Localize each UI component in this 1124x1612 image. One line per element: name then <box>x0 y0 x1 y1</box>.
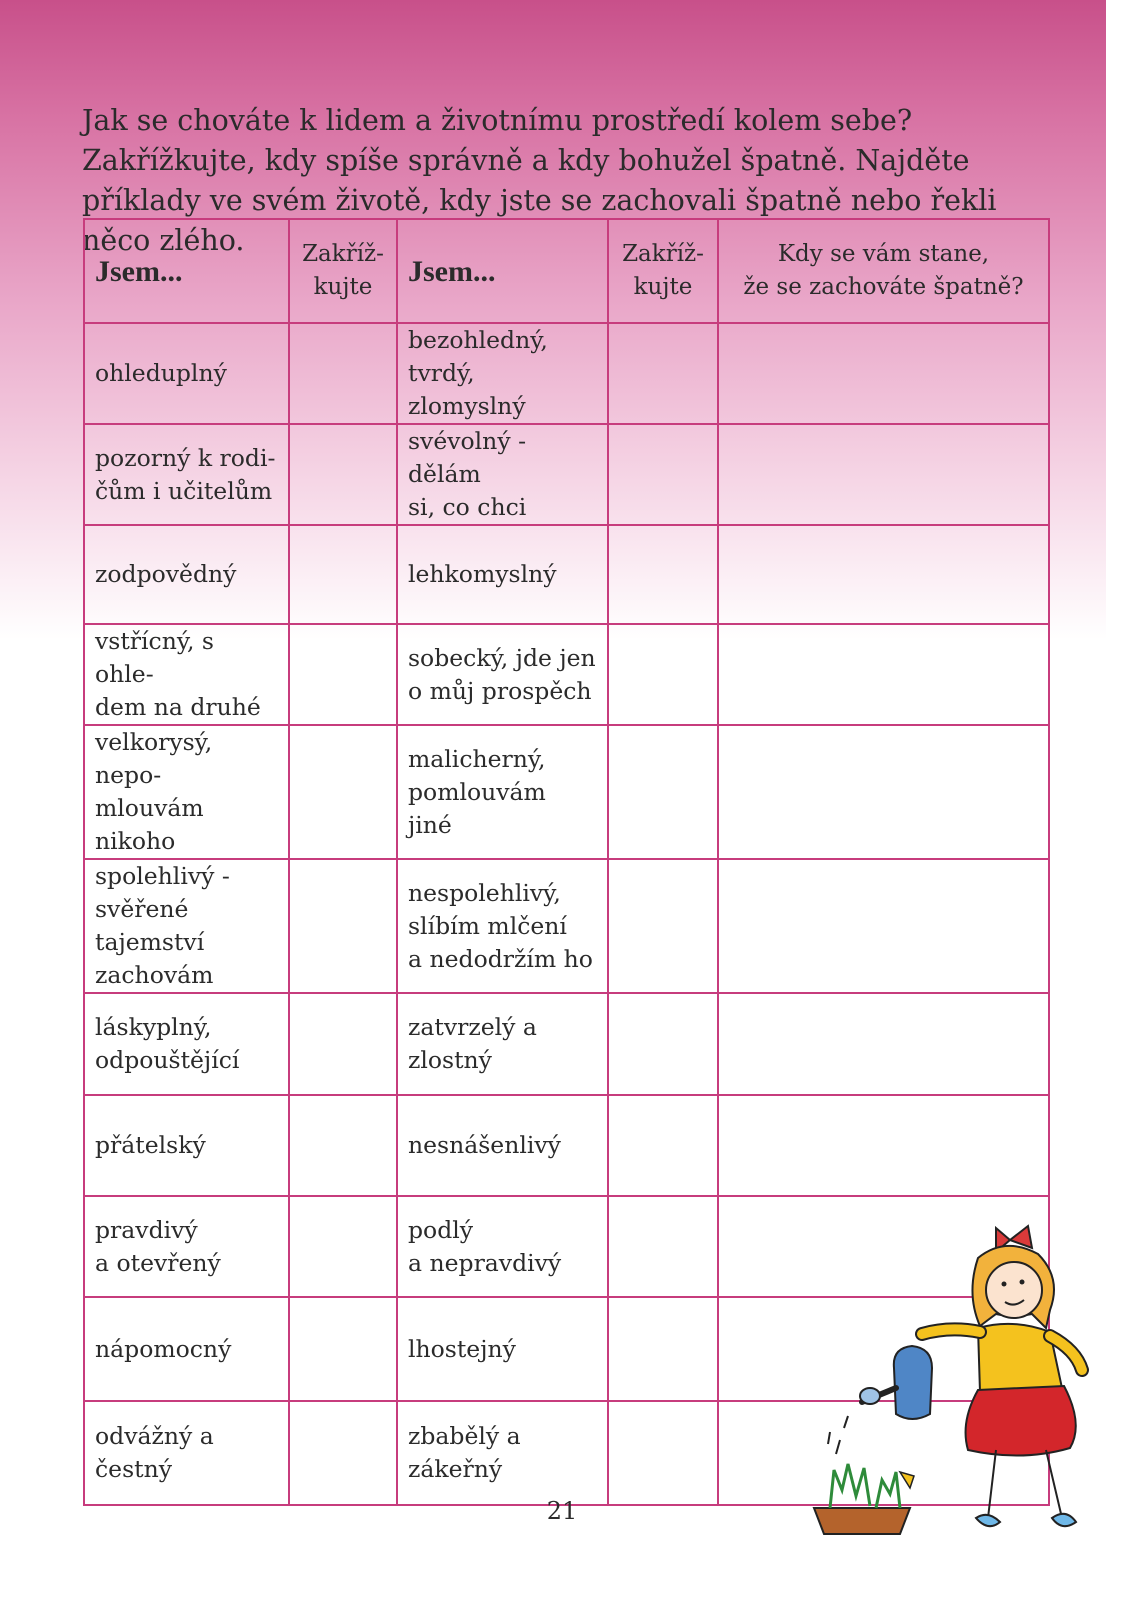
header-good: Jsem... <box>84 219 289 323</box>
bad-trait-cell: nespolehlivý, slíbím mlčení a nedodržím ho <box>397 859 608 993</box>
good-trait-cell: spolehlivý - svěřené tajemství zachovám <box>84 859 289 993</box>
table-header-row <box>84 219 1049 323</box>
bad-trait-cell: bezohledný, tvrdý, zlomyslný <box>397 323 608 424</box>
mark-bad-checkbox-cell[interactable] <box>608 424 718 525</box>
mark-bad-checkbox-cell[interactable] <box>608 859 718 993</box>
header-when <box>718 219 1049 323</box>
header-mark-good-label: Zakříž- kujte <box>302 241 384 300</box>
header-when-label: Kdy se vám stane, že se zachováte špatně? <box>743 241 1024 300</box>
header-mark-good <box>289 219 397 323</box>
bad-trait-cell: lhostejný <box>397 1297 608 1401</box>
mark-bad-checkbox-cell[interactable] <box>608 1297 718 1401</box>
bad-trait-cell: zbabělý a zákeřný <box>397 1401 608 1505</box>
table-row <box>84 525 1049 624</box>
good-trait-cell: pravdivý a otevřený <box>84 1196 289 1297</box>
when-answer-cell[interactable] <box>718 725 1049 859</box>
header-bad: Jsem... <box>397 219 608 323</box>
mark-good-checkbox-cell[interactable] <box>289 1196 397 1297</box>
mark-bad-checkbox-cell[interactable] <box>608 1196 718 1297</box>
bad-trait-cell: nesnášenlivý <box>397 1095 608 1196</box>
good-trait-cell: zodpovědný <box>84 525 289 624</box>
table-row <box>84 859 1049 993</box>
good-trait-cell: odvážný a čestný <box>84 1401 289 1505</box>
when-answer-cell[interactable] <box>718 1095 1049 1196</box>
when-answer-cell[interactable] <box>718 859 1049 993</box>
table-row <box>84 993 1049 1095</box>
bad-trait-cell: malicherný, pomlouvám jiné <box>397 725 608 859</box>
when-answer-cell[interactable] <box>718 525 1049 624</box>
table-row <box>84 424 1049 525</box>
header-mark-bad <box>608 219 718 323</box>
good-trait-cell: přátelský <box>84 1095 289 1196</box>
mark-good-checkbox-cell[interactable] <box>289 1095 397 1196</box>
mark-good-checkbox-cell[interactable] <box>289 993 397 1095</box>
when-answer-cell[interactable] <box>718 424 1049 525</box>
good-trait-cell: nápomocný <box>84 1297 289 1401</box>
mark-bad-checkbox-cell[interactable] <box>608 323 718 424</box>
intro-text: Jak se chováte k lidem a životnímu prostředí kolem sebe? Zakřížkujte, kdy spíše správně a kdy bohužel špatně. Najděte příklady ve svém životě, kdy jste se zachovali špatně nebo řekli něco zlého. <box>82 103 997 257</box>
mark-bad-checkbox-cell[interactable] <box>608 1401 718 1505</box>
mark-good-checkbox-cell[interactable] <box>289 1401 397 1505</box>
mark-bad-checkbox-cell[interactable] <box>608 725 718 859</box>
mark-bad-checkbox-cell[interactable] <box>608 624 718 725</box>
mark-bad-checkbox-cell[interactable] <box>608 525 718 624</box>
good-trait-cell: láskyplný, odpouštějící <box>84 993 289 1095</box>
mark-good-checkbox-cell[interactable] <box>289 525 397 624</box>
when-answer-cell[interactable] <box>718 323 1049 424</box>
good-trait-cell: pozorný k rodi- čům i učitelům <box>84 424 289 525</box>
page-number: 21 <box>546 1497 578 1525</box>
bad-trait-cell: lehkomyslný <box>397 525 608 624</box>
girl-watering-plant-illustration <box>800 1218 1090 1548</box>
mark-good-checkbox-cell[interactable] <box>289 624 397 725</box>
mark-good-checkbox-cell[interactable] <box>289 424 397 525</box>
bad-trait-cell: podlý a nepravdivý <box>397 1196 608 1297</box>
mark-bad-checkbox-cell[interactable] <box>608 993 718 1095</box>
when-answer-cell[interactable] <box>718 993 1049 1095</box>
mark-good-checkbox-cell[interactable] <box>289 323 397 424</box>
mark-bad-checkbox-cell[interactable] <box>608 1095 718 1196</box>
good-trait-cell: velkorysý, nepo- mlouvám nikoho <box>84 725 289 859</box>
table-row <box>84 624 1049 725</box>
page-edge <box>1106 0 1124 1612</box>
good-trait-cell: vstřícný, s ohle- dem na druhé <box>84 624 289 725</box>
mark-good-checkbox-cell[interactable] <box>289 859 397 993</box>
bad-trait-cell: svévolný - dělám si, co chci <box>397 424 608 525</box>
header-mark-bad-label: Zakříž- kujte <box>622 241 704 300</box>
mark-good-checkbox-cell[interactable] <box>289 725 397 859</box>
table-row <box>84 725 1049 859</box>
bad-trait-cell: sobecký, jde jen o můj prospěch <box>397 624 608 725</box>
bad-trait-cell: zatvrzelý a zlostný <box>397 993 608 1095</box>
good-trait-cell: ohleduplný <box>84 323 289 424</box>
table-row <box>84 1095 1049 1196</box>
mark-good-checkbox-cell[interactable] <box>289 1297 397 1401</box>
table-row <box>84 323 1049 424</box>
when-answer-cell[interactable] <box>718 624 1049 725</box>
